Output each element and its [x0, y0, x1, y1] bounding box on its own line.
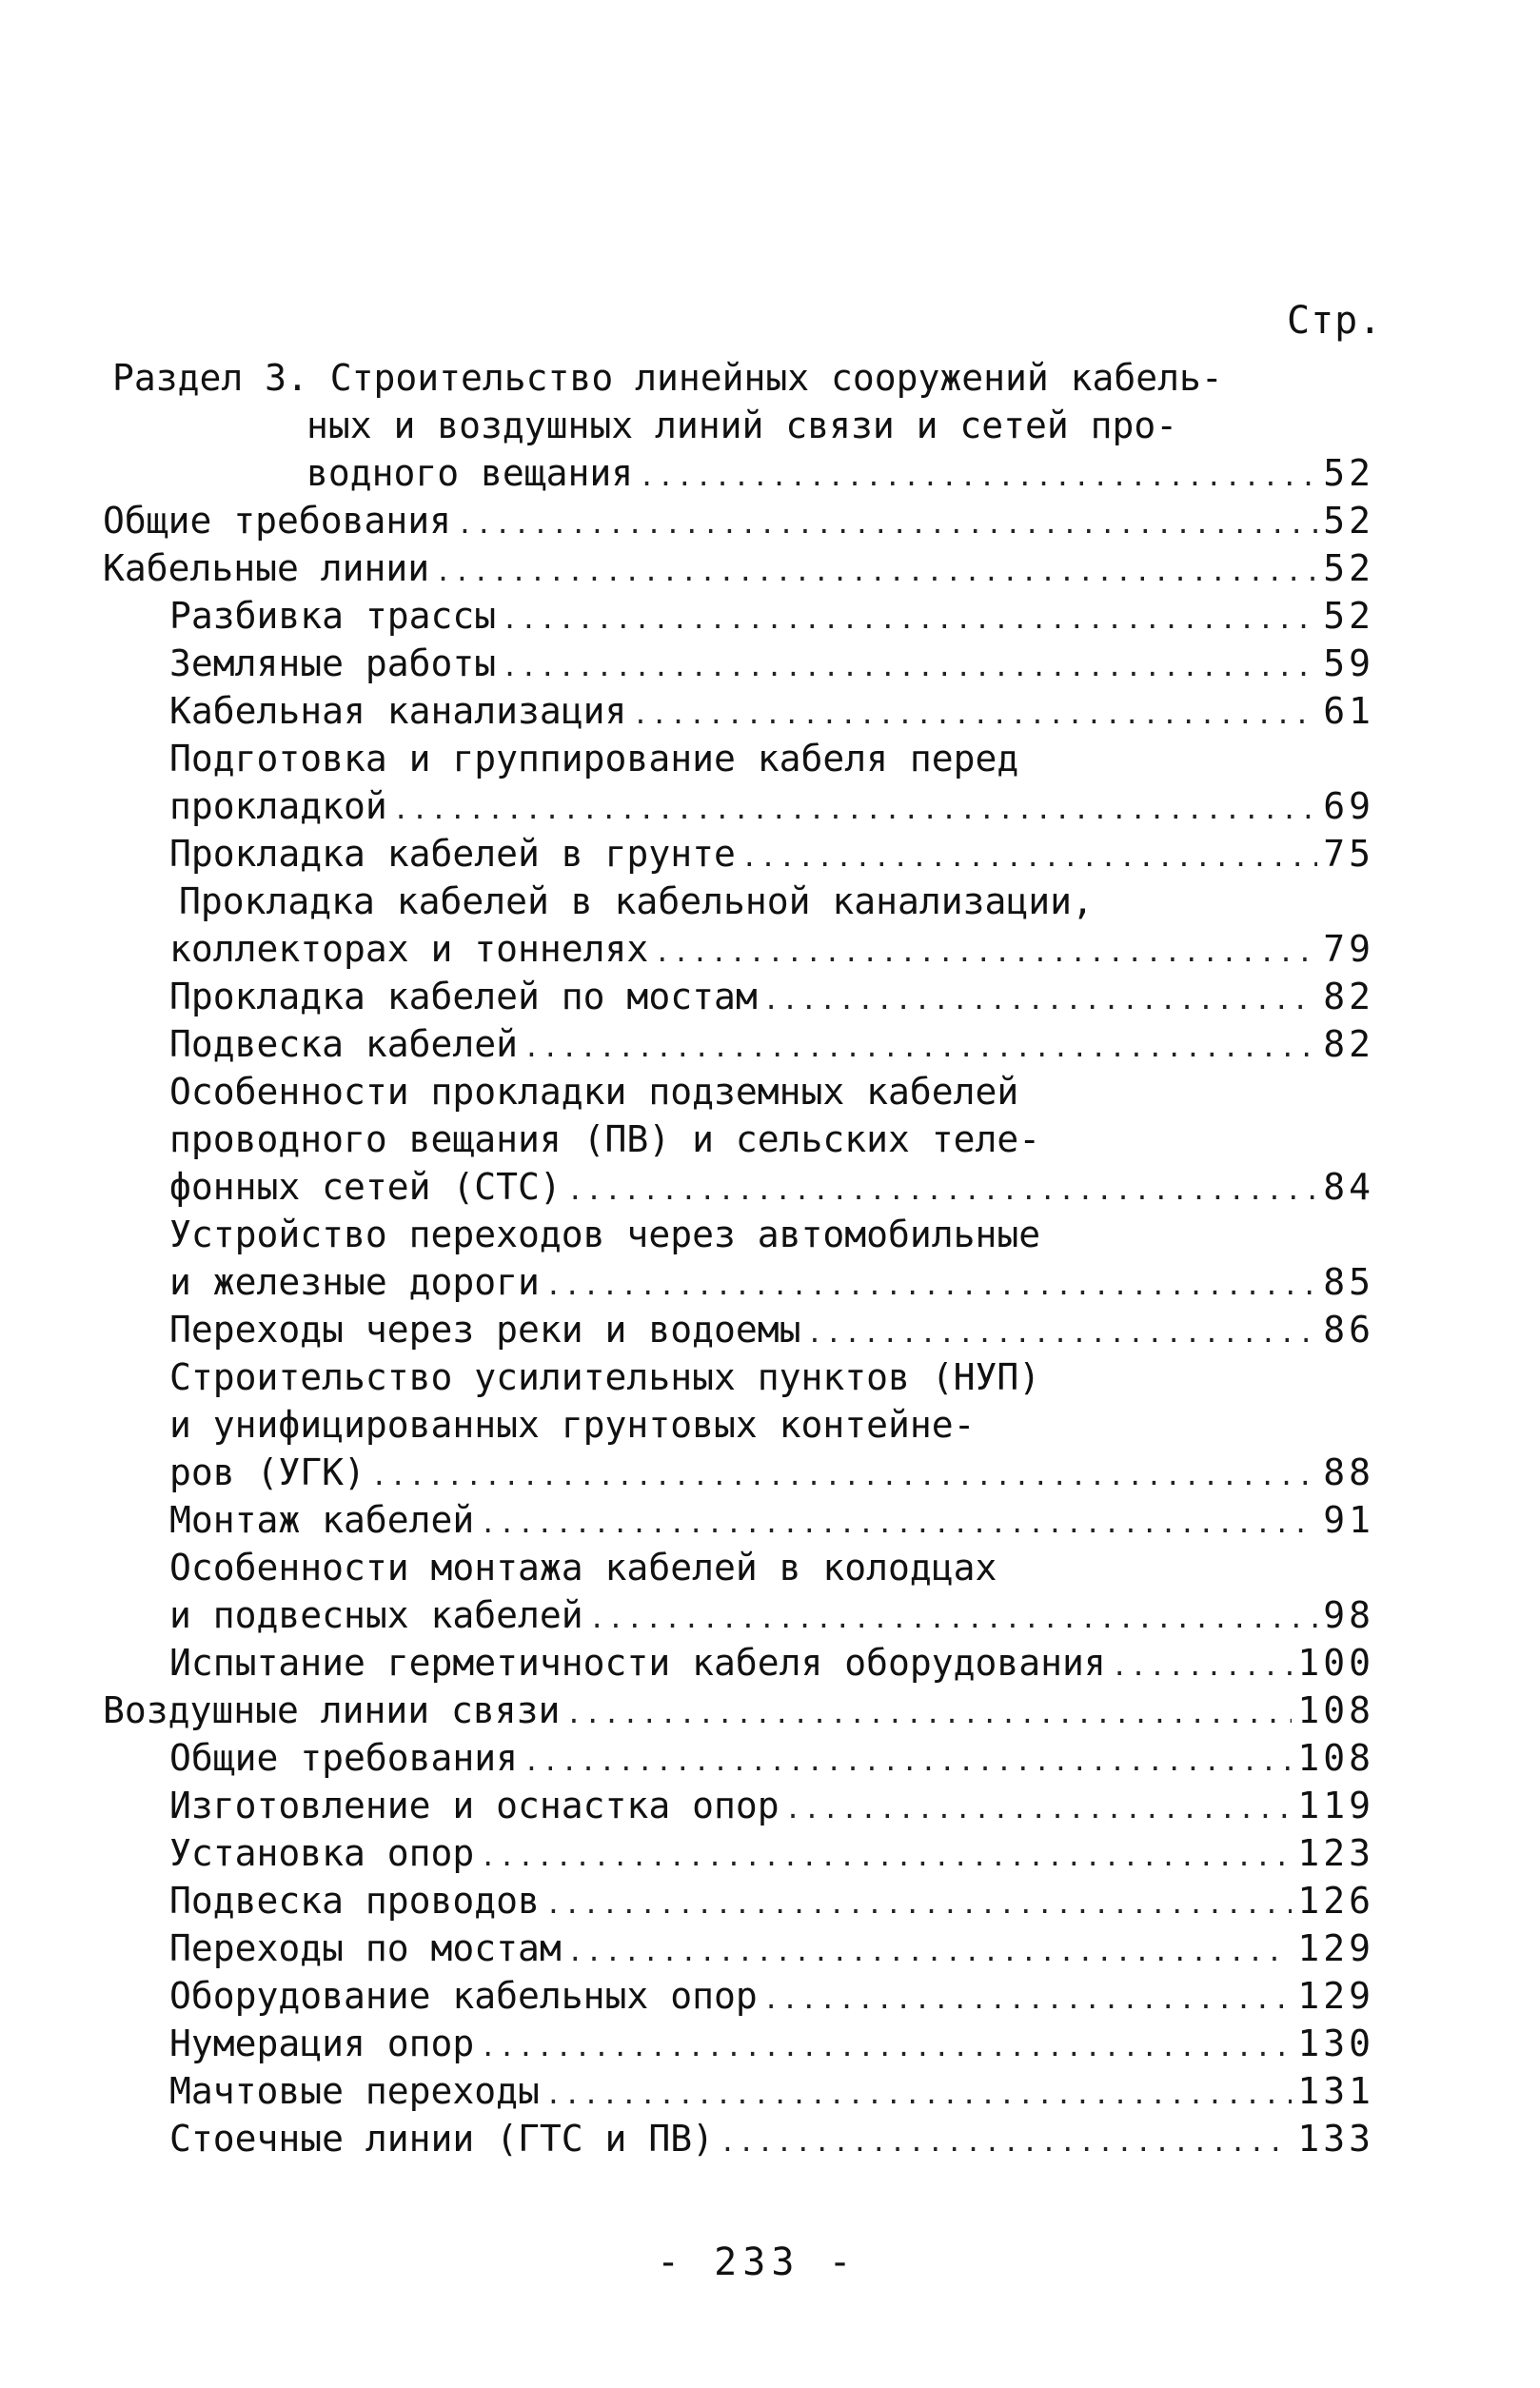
toc-entry [169, 2020, 1374, 2071]
page-number: 98 [1323, 1594, 1374, 1636]
page-number: 82 [1323, 1023, 1374, 1065]
dot-leader [545, 1881, 1292, 1928]
dot-leader [480, 2023, 1292, 2071]
page-number: 59 [1323, 642, 1374, 684]
section-title-line-1: Раздел 3. Строительство линейных сооружений кабель- [112, 357, 1223, 399]
page-number: 131 [1297, 2070, 1374, 2112]
toc-entry [169, 1734, 1374, 1786]
dot-leader [371, 1452, 1317, 1500]
toc-entry [103, 544, 1374, 596]
entry-title: Общие требования [103, 500, 452, 542]
dot-leader [741, 834, 1317, 881]
dot-leader [480, 1833, 1292, 1881]
toc-entry [169, 830, 1374, 881]
toc-entry [103, 497, 1374, 548]
entry-title-line-3: фонных сетей (СТС) [169, 1166, 562, 1208]
page-number: 52 [1323, 500, 1374, 542]
toc-entry [169, 592, 1374, 643]
toc-entry [169, 1639, 1374, 1690]
dot-leader [435, 548, 1317, 596]
dot-leader [763, 1976, 1293, 2023]
toc-entry [103, 1687, 1374, 1738]
page-number: 100 [1297, 1642, 1374, 1684]
entry-title-line-2: и унифицированных грунтовых контейне- [169, 1404, 976, 1446]
entry-title: Изготовление и оснастка опор [169, 1785, 780, 1826]
dot-leader [1112, 1643, 1293, 1690]
dot-leader [785, 1786, 1293, 1833]
page-number: 108 [1297, 1689, 1374, 1731]
entry-title-line-2: и подвесных кабелей [169, 1594, 583, 1636]
entry-title-line-1: Особенности монтажа кабелей в колодцах [169, 1547, 997, 1589]
dot-leader [545, 2071, 1292, 2119]
section-title-line-2: ных и воздушных линий связи и сетей про- [306, 405, 1178, 446]
dot-leader [639, 453, 1317, 501]
dot-leader [457, 501, 1317, 548]
page-number: 82 [1323, 976, 1374, 1017]
entry-title: Мачтовые переходы [169, 2070, 540, 2112]
page-number: 84 [1323, 1166, 1374, 1208]
page-number: 119 [1297, 1785, 1374, 1826]
entry-title: Переходы через реки и водоемы [169, 1309, 801, 1351]
dot-leader [480, 1500, 1317, 1548]
page-number: 85 [1323, 1261, 1374, 1303]
page-number: 133 [1297, 2118, 1374, 2160]
page-number: 52 [1323, 452, 1374, 494]
entry-title-line-1: Подготовка и группирование кабеля перед [169, 738, 1019, 780]
toc-entry [169, 1591, 1374, 1643]
page-number: 91 [1323, 1499, 1374, 1541]
toc-entry [169, 687, 1374, 739]
page-number: 123 [1297, 1832, 1374, 1874]
toc-entry [169, 1306, 1374, 1357]
entry-title: Нумерация опор [169, 2023, 475, 2064]
toc-entry [169, 2115, 1374, 2166]
page-number: 108 [1297, 1737, 1374, 1779]
page-column-header: Стр. [1287, 299, 1383, 343]
dot-leader [632, 691, 1317, 739]
page-number: 126 [1297, 1880, 1374, 1922]
dot-leader [502, 596, 1317, 643]
page-number: 129 [1297, 1975, 1374, 2017]
toc-entry [169, 2067, 1374, 2119]
dot-leader [654, 929, 1317, 977]
entry-title-line-2: и железные дороги [169, 1261, 540, 1303]
entry-title-line-2: прокладкой [169, 785, 387, 827]
dot-leader [567, 1928, 1293, 1976]
page-number: 75 [1323, 833, 1374, 875]
entry-title: Подвеска проводов [169, 1880, 540, 1922]
dot-leader [806, 1310, 1317, 1357]
page-number: 88 [1323, 1451, 1374, 1493]
page-number: 61 [1323, 690, 1374, 732]
toc-entry [169, 1258, 1374, 1310]
entry-title: Подвеска кабелей [169, 1023, 519, 1065]
toc-entry [169, 1924, 1374, 1976]
toc-entry [169, 973, 1374, 1024]
entry-title: Воздушные линии связи [103, 1689, 561, 1731]
toc-entry [169, 1163, 1374, 1214]
entry-title-line-1: Устройство переходов через автомобильные [169, 1214, 1041, 1255]
dot-leader [393, 786, 1317, 834]
entry-title-line-3: ров (УГК) [169, 1451, 365, 1493]
page-number: 79 [1323, 928, 1374, 970]
dot-leader [502, 643, 1317, 691]
page-number: 52 [1323, 595, 1374, 637]
entry-title: Кабельные линии [103, 547, 430, 589]
page-number: 86 [1323, 1309, 1374, 1351]
entry-title-line-1: Прокладка кабелей в кабельной канализации, [179, 880, 1094, 922]
toc-entry-section [306, 449, 1374, 501]
page-number: 52 [1323, 547, 1374, 589]
entry-title: Кабельная канализация [169, 690, 627, 732]
dot-leader [763, 977, 1318, 1024]
dot-leader [589, 1595, 1318, 1643]
dot-leader [567, 1167, 1317, 1214]
toc-entry [169, 1972, 1374, 2023]
dot-leader [545, 1262, 1317, 1310]
page-number: 129 [1297, 1927, 1374, 1969]
dot-leader [565, 1690, 1292, 1738]
entry-title: Прокладка кабелей в грунте [169, 833, 736, 875]
entry-title: Монтаж кабелей [169, 1499, 475, 1541]
page-number-footer: - 233 - [657, 2240, 858, 2284]
toc-entry [169, 640, 1374, 691]
entry-title: Общие требования [169, 1737, 519, 1779]
dot-leader [523, 1024, 1317, 1072]
page-number: 130 [1297, 2023, 1374, 2064]
toc-entry [169, 1449, 1374, 1500]
entry-title: Земляные работы [169, 642, 497, 684]
toc-entry [169, 1782, 1374, 1833]
toc-entry [169, 1496, 1374, 1548]
entry-title: Прокладка кабелей по мостам [169, 976, 758, 1017]
entry-title: Установка опор [169, 1832, 475, 1874]
toc-entry [169, 925, 1374, 977]
section-title-line-3: водного вещания [306, 452, 634, 494]
dot-leader [720, 2119, 1292, 2166]
entry-title: Разбивка трассы [169, 595, 497, 637]
entry-title-line-2: проводного вещания (ПВ) и сельских теле- [169, 1118, 1041, 1160]
toc-entry [169, 1020, 1374, 1072]
page-number: 69 [1323, 785, 1374, 827]
entry-title: Переходы по мостам [169, 1927, 562, 1969]
entry-title: Оборудование кабельных опор [169, 1975, 758, 2017]
dot-leader [523, 1738, 1292, 1786]
entry-title-line-1: Особенности прокладки подземных кабелей [169, 1071, 1019, 1113]
entry-title-line-2: коллекторах и тоннелях [169, 928, 649, 970]
toc-entry [169, 1877, 1374, 1928]
entry-title: Испытание герметичности кабеля оборудования [169, 1642, 1106, 1684]
toc-entry [169, 1829, 1374, 1881]
entry-title: Стоечные линии (ГТС и ПВ) [169, 2118, 714, 2160]
entry-title-line-1: Строительство усилительных пунктов (НУП) [169, 1356, 1041, 1398]
toc-entry [169, 782, 1374, 834]
